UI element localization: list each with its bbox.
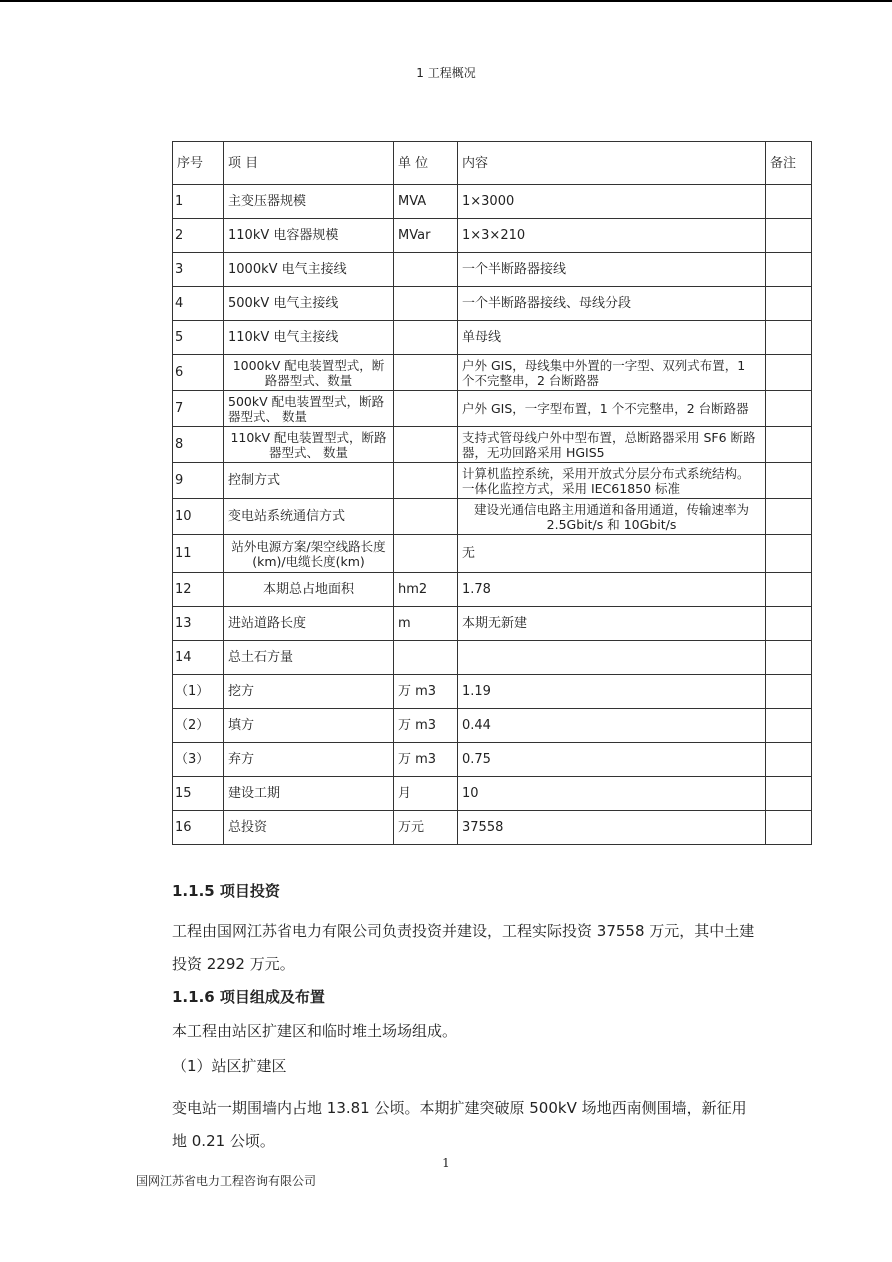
cell-unit: MVA [394,185,458,219]
cell-content: 建设光通信电路主用通道和备用通道，传输速率为 2.5Gbit/s 和 10Gbit/s [458,499,766,535]
cell-seq: （1） [173,675,224,709]
cell-remark [766,573,812,607]
cell-unit [394,287,458,321]
cell-remark [766,287,812,321]
cell-remark [766,219,812,253]
cell-unit: m [394,607,458,641]
station-paragraph: 变电站一期围墙内占地 13.81 公顷。本期扩建突破原 500kV 场地西南侧围墙，新征用地 0.21 公顷。 [172,1099,747,1150]
cell-content: 1×3000 [458,185,766,219]
cell-seq: 1 [173,185,224,219]
table-row [173,777,812,811]
table-row [173,219,812,253]
cell-unit [394,463,458,499]
cell-seq: 5 [173,321,224,355]
table-row [173,675,812,709]
cell-seq: 14 [173,641,224,675]
cell-remark [766,777,812,811]
table-row [173,391,812,427]
subsection-heading-station: （1）站区扩建区 [172,1057,287,1075]
cell-unit [394,355,458,391]
cell-seq: 10 [173,499,224,535]
cell-item: 主变压器规模 [224,185,394,219]
cell-unit [394,391,458,427]
cell-remark [766,607,812,641]
section-heading-composition: 1.1.6 项目组成及布置 [172,988,325,1006]
cell-seq: 12 [173,573,224,607]
cell-content: 0.75 [458,743,766,777]
cell-unit [394,535,458,573]
cell-remark [766,321,812,355]
cell-unit: hm2 [394,573,458,607]
cell-seq: 13 [173,607,224,641]
cell-unit: 万 m3 [394,709,458,743]
table-row [173,185,812,219]
cell-remark [766,355,812,391]
cell-content: 单母线 [458,321,766,355]
cell-item: 变电站系统通信方式 [224,499,394,535]
cell-remark [766,427,812,463]
cell-item: 填方 [224,709,394,743]
table-row [173,463,812,499]
cell-seq: 7 [173,391,224,427]
header-unit: 单 位 [394,142,458,185]
cell-remark [766,499,812,535]
cell-seq: 11 [173,535,224,573]
table-row [173,499,812,535]
cell-unit: 月 [394,777,458,811]
table-row [173,709,812,743]
cell-seq: 8 [173,427,224,463]
cell-item: 弃方 [224,743,394,777]
cell-unit [394,321,458,355]
cell-seq: 2 [173,219,224,253]
cell-seq: 9 [173,463,224,499]
cell-remark [766,391,812,427]
cell-item: 本期总占地面积 [224,573,394,607]
cell-content: 户外 GIS，一字型布置，1 个不完整串，2 台断路器 [458,391,766,427]
header-seq: 序号 [173,142,224,185]
section-heading-investment: 1.1.5 项目投资 [172,882,280,900]
header-item: 项 目 [224,142,394,185]
cell-content: 一个半断路器接线 [458,253,766,287]
cell-unit [394,427,458,463]
cell-remark [766,709,812,743]
cell-content [458,641,766,675]
investment-paragraph: 工程由国网江苏省电力有限公司负责投资并建设，工程实际投资 37558 万元，其中土建投资 2292 万元。 [172,922,755,973]
table-row [173,607,812,641]
cell-seq: 16 [173,811,224,845]
table-row [173,743,812,777]
cell-unit [394,641,458,675]
cell-item: 110kV 电气主接线 [224,321,394,355]
cell-remark [766,641,812,675]
cell-item: 1000kV 电气主接线 [224,253,394,287]
project-summary-table [172,141,812,845]
cell-unit: 万元 [394,811,458,845]
table-row [173,535,812,573]
cell-item: 500kV 配电装置型式，断路器型式、 数量 [224,391,394,427]
cell-remark [766,463,812,499]
cell-content: 户外 GIS，母线集中外置的一字型、双列式布置，1 个不完整串，2 台断路器 [458,355,766,391]
table-row [173,427,812,463]
running-header: 1 工程概况 [416,66,476,80]
footer-organization: 国网江苏省电力工程咨询有限公司 [136,1174,317,1188]
header-content: 内容 [458,142,766,185]
cell-content: 1.19 [458,675,766,709]
cell-content: 无 [458,535,766,573]
page-number: 1 [442,1156,450,1170]
table-row [173,253,812,287]
cell-content: 1×3×210 [458,219,766,253]
cell-item: 总投资 [224,811,394,845]
cell-content: 10 [458,777,766,811]
cell-item: 110kV 配电装置型式，断路器型式、 数量 [224,427,394,463]
cell-seq: （3） [173,743,224,777]
cell-remark [766,535,812,573]
cell-content: 本期无新建 [458,607,766,641]
cell-remark [766,743,812,777]
cell-remark [766,811,812,845]
cell-seq: 3 [173,253,224,287]
cell-item: 进站道路长度 [224,607,394,641]
cell-item: 1000kV 配电装置型式，断路器型式、数量 [224,355,394,391]
composition-paragraph: 本工程由站区扩建区和临时堆土场场组成。 [172,1022,458,1040]
cell-unit: 万 m3 [394,743,458,777]
cell-item: 挖方 [224,675,394,709]
cell-unit: 万 m3 [394,675,458,709]
cell-content: 0.44 [458,709,766,743]
cell-remark [766,185,812,219]
cell-item: 110kV 电容器规模 [224,219,394,253]
cell-seq: 15 [173,777,224,811]
cell-remark [766,675,812,709]
cell-seq: （2） [173,709,224,743]
table-header-row [173,142,812,185]
cell-item: 控制方式 [224,463,394,499]
top-rule [0,0,892,2]
cell-unit [394,499,458,535]
cell-item: 总土石方量 [224,641,394,675]
cell-unit [394,253,458,287]
cell-seq: 6 [173,355,224,391]
cell-unit: MVar [394,219,458,253]
cell-content: 1.78 [458,573,766,607]
table-row [173,287,812,321]
cell-item: 建设工期 [224,777,394,811]
cell-content: 一个半断路器接线、母线分段 [458,287,766,321]
cell-content: 支持式管母线户外中型布置，总断路器采用 SF6 断路器，无功回路采用 HGIS5 [458,427,766,463]
cell-content: 计算机监控系统，采用开放式分层分布式系统结构。一体化监控方式，采用 IEC61850 标准 [458,463,766,499]
table-row [173,811,812,845]
table-row [173,573,812,607]
cell-seq: 4 [173,287,224,321]
cell-remark [766,253,812,287]
table-row [173,321,812,355]
cell-content: 37558 [458,811,766,845]
table-row [173,355,812,391]
header-remark: 备注 [766,142,812,185]
cell-item: 500kV 电气主接线 [224,287,394,321]
table-row [173,641,812,675]
cell-item: 站外电源方案/架空线路长度(km)/电缆长度(km) [224,535,394,573]
